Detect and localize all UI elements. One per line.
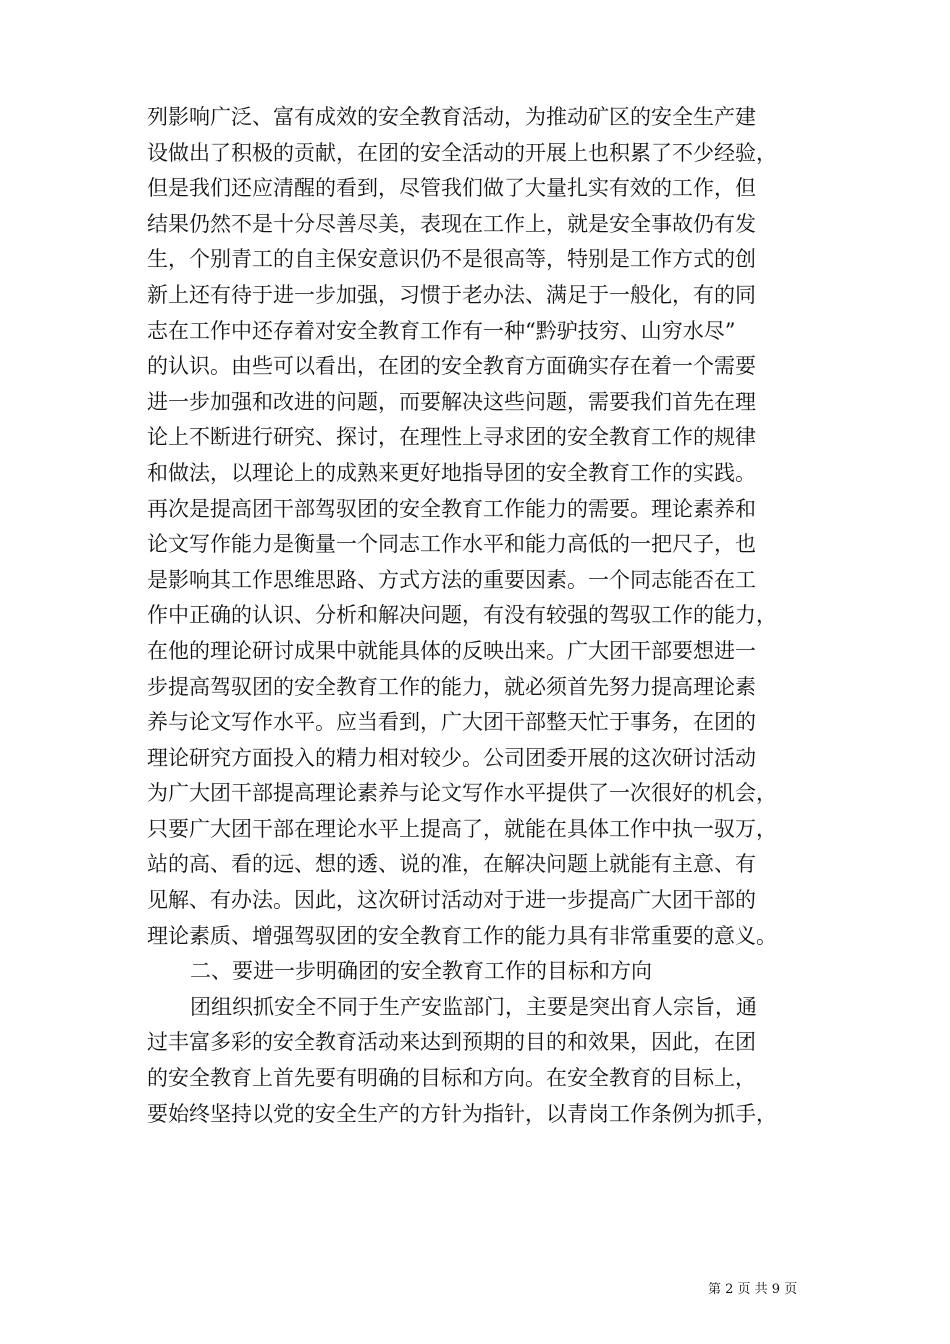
paragraph-line: 见解、有办法。因此，这次研讨活动对于进一步提高广大团干部的 — [147, 888, 756, 913]
paragraph-line: 和做法，以理论上的成熟来更好地指导团的安全教育工作的实践。 — [147, 460, 756, 485]
paragraph-line: 进一步加强和改进的问题，而要解决这些问题，需要我们首先在理 — [147, 389, 756, 414]
paragraph-line: 在他的理论研讨成果中就能具体的反映出来。广大团干部要想进一 — [147, 638, 756, 663]
paragraph-line: 再次是提高团干部驾驭团的安全教育工作能力的需要。理论素养和 — [147, 496, 756, 521]
paragraph-line: 生，个别青工的自主保安意识仍不是很高等，特别是工作方式的创 — [147, 247, 756, 272]
paragraph-line: 是影响其工作思维思路、方式方法的重要因素。一个同志能否在工 — [147, 567, 756, 592]
paragraph-line: 站的高、看的远、想的透、说的准，在解决问题上就能有主意、有 — [147, 852, 756, 877]
paragraph-line: 设做出了积极的贡献，在团的安全活动的开展上也积累了不少经验， — [147, 140, 777, 165]
paragraph-line: 的安全教育上首先要有明确的目标和方向。在安全教育的目标上， — [147, 1066, 756, 1091]
paragraph-line: 但是我们还应清醒的看到，尽管我们做了大量扎实有效的工作，但 — [147, 176, 756, 201]
section-heading: 二、要进一步明确团的安全教育工作的目标和方向 — [190, 959, 652, 984]
paragraph-line: 只要广大团干部在理论水平上提高了，就能在具体工作中执一驭万， — [147, 816, 777, 841]
paragraph-line: 的认识。由些可以看出，在团的安全教育方面确实存在着一个需要 — [147, 354, 756, 379]
paragraph-line: 养与论文写作水平。应当看到，广大团干部整天忙于事务，在团的 — [147, 710, 756, 735]
paragraph-line: 论上不断进行研究、探讨，在理性上寻求团的安全教育工作的规律 — [147, 425, 756, 450]
paragraph-line: 理论研究方面投入的精力相对较少。公司团委开展的这次研讨活动 — [147, 745, 756, 770]
paragraph-line: 作中正确的认识、分析和解决问题，有没有较强的驾驭工作的能力， — [147, 603, 777, 628]
paragraph-line: 列影响广泛、富有成效的安全教育活动，为推动矿区的安全生产建 — [147, 105, 756, 129]
paragraph-line: 新上还有待于进一步加强，习惯于老办法、满足于一般化，有的同 — [147, 282, 756, 307]
paragraph-line: 理论素质、增强驾驭团的安全教育工作的能力具有非常重要的意义。 — [147, 923, 777, 948]
paragraph-line: 志在工作中还存着对安全教育工作有一种“黔驴技穷、山穷水尽” — [147, 318, 736, 343]
paragraph-line: 论文写作能力是衡量一个同志工作水平和能力高低的一把尺子，也 — [147, 532, 756, 557]
paragraph-line: 步提高驾驭团的安全教育工作的能力，就必须首先努力提高理论素 — [147, 674, 756, 699]
paragraph-line: 为广大团干部提高理论素养与论文写作水平提供了一次很好的机会， — [147, 781, 777, 806]
paragraph-line: 团组织抓安全不同于生产安监部门，主要是突出育人宗旨，通 — [190, 994, 757, 1019]
paragraph-line: 结果仍然不是十分尽善尽美，表现在工作上，就是安全事故仍有发 — [147, 211, 756, 236]
paragraph-line: 要始终坚持以党的安全生产的方针为指针，以青岗工作条例为抓手， — [147, 1101, 777, 1126]
paragraph-line: 过丰富多彩的安全教育活动来达到预期的目的和效果，因此，在团 — [147, 1030, 756, 1055]
body-text — [147, 100, 837, 1132]
page-number: 第 2 页 共 9 页 — [708, 1282, 798, 1297]
